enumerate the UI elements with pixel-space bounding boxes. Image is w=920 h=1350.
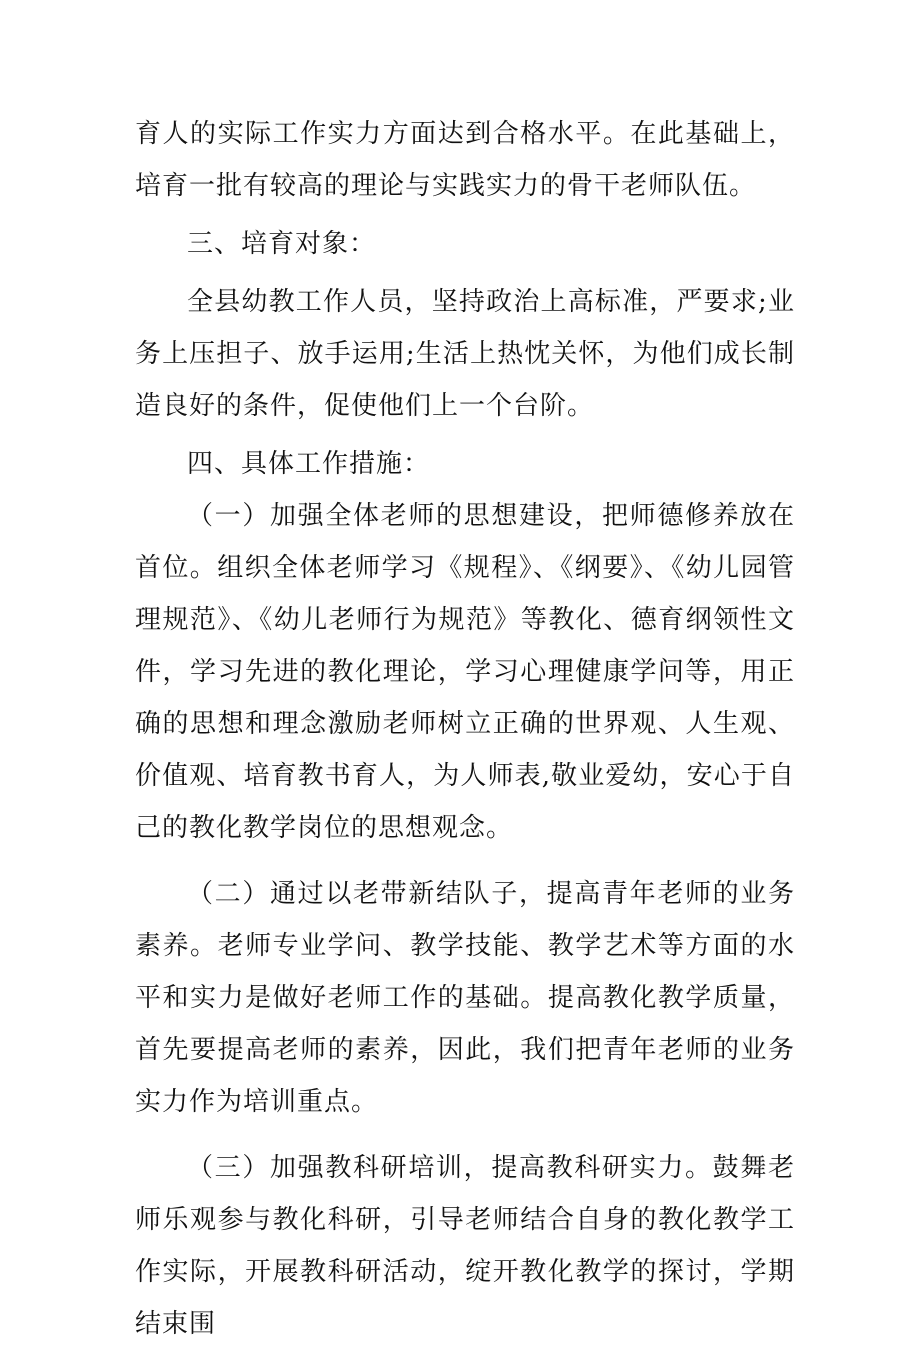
paragraph-continuation: 育人的实际工作实力方面达到合格水平。在此基础上，培育一批有较高的理论与实践实力的骨干老师队伍。 — [135, 119, 795, 201]
heading-training-targets: 三、培育对象： — [187, 229, 377, 259]
paragraph-measure-three: （三）加强教科研培训，提高教科研实力。鼓舞老师乐观参与教化科研，引导老师结合自身的教化教学工作实际，开展教科研活动，绽开教化教学的探讨，学期结束围 — [135, 1153, 795, 1339]
paragraph-measure-one: （一）加强全体老师的思想建设，把师德修养放在首位。组织全体老师学习《规程》、《纲要》、《幼儿园管理规范》、《幼儿老师行为规范》等教化、德育纲领性文件，学习先进的教化理论，学习心理健康学问等，用正确的思想和理念激励老师树立正确的世界观、人生观、价值观、培育教书育人，为人师表,敬业爱幼，安心于自己的教化教学岗位的思想观念。 — [135, 501, 795, 843]
paragraph-measure-two: （二）通过以老带新结队子，提高青年老师的业务素养。老师专业学问、教学技能、教学艺术等方面的水平和实力是做好老师工作的基础。提高教化教学质量，首先要提高老师的素养，因此，我们把青年老师的业务实力作为培训重点。 — [135, 879, 795, 1117]
paragraph-training-targets: 全县幼教工作人员，坚持政治上高标准，严要求;业务上压担子、放手运用;生活上热忱关怀，为他们成长制造良好的条件，促使他们上一个台阶。 — [135, 287, 795, 421]
document-body — [135, 108, 795, 1350]
heading-work-measures: 四、具体工作措施： — [187, 449, 431, 479]
